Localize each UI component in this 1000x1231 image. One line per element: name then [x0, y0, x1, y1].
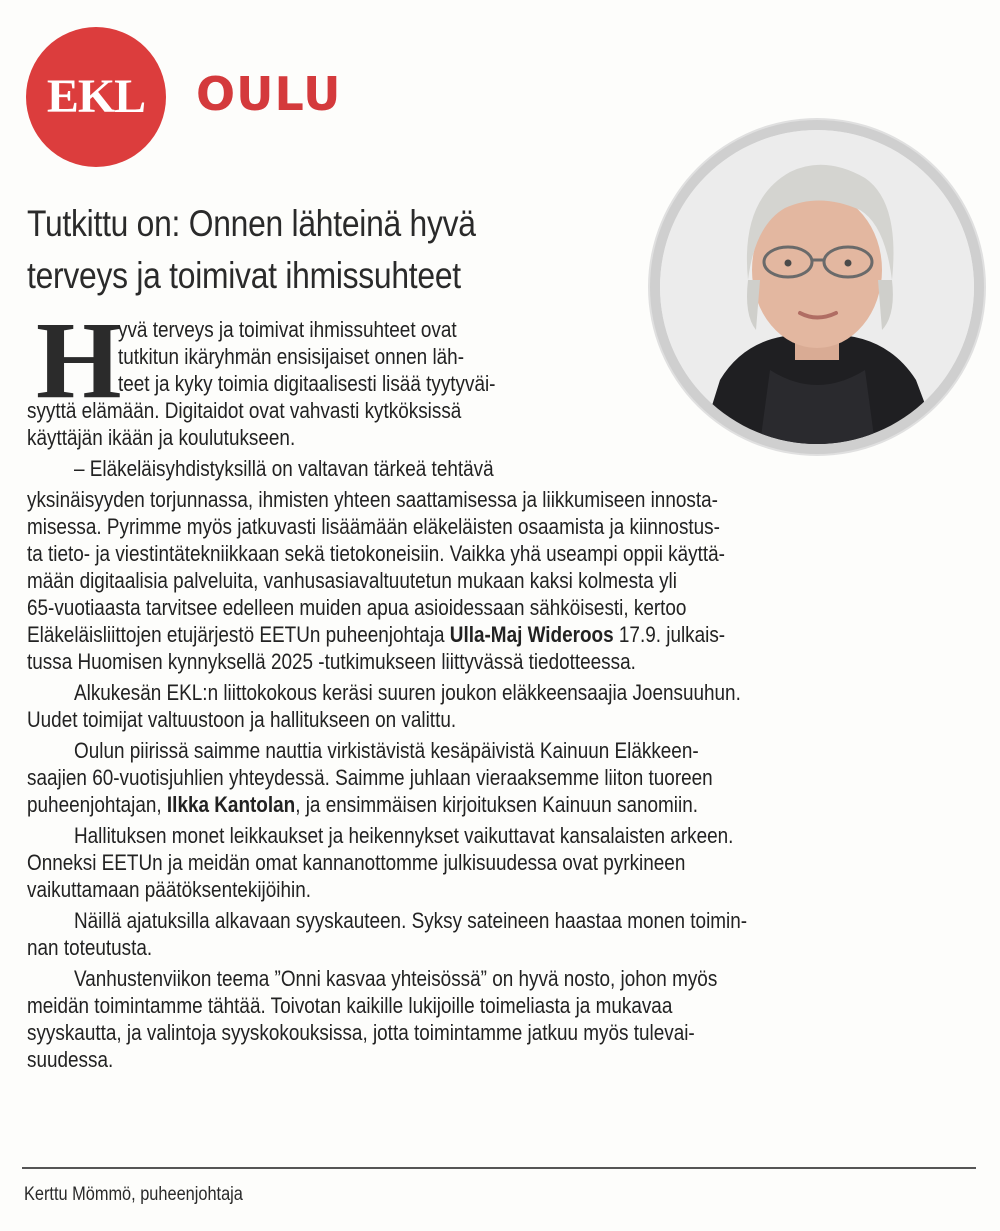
portrait-frame: [650, 120, 984, 454]
article-line: käyttäjän ikään ja koulutukseen.: [27, 425, 296, 450]
person-name: Ulla-Maj Wideroos: [449, 622, 614, 647]
article-line: mään digitaalisia palveluita, vanhusasiavaltuutetun mukaan kaksi kolmesta yli: [27, 568, 677, 593]
section-title: OULU: [196, 67, 342, 121]
article-line: nan toteutusta.: [27, 935, 153, 960]
ekl-logo-text: EKL: [46, 70, 146, 123]
drop-cap: H: [36, 299, 122, 421]
article-line: syyttä elämään. Digitaidot ovat vahvasti kytköksissä: [27, 398, 462, 423]
article-line-text: 17.9. julkais-: [613, 622, 726, 647]
article-line: yvä terveys ja toimivat ihmissuhteet ovat: [118, 317, 457, 342]
headline-line-2: terveys ja toimivat ihmissuhteet: [27, 255, 461, 296]
article-line: [27, 791, 698, 819]
article-line: syyskautta, ja valintoja syyskokouksissa, jotta toimintamme jatkuu myös tulevai-: [27, 1020, 695, 1045]
article-line-text: puheenjohtajan,: [27, 792, 167, 817]
article-line: Näillä ajatuksilla alkavaan syyskauteen. Syksy sateineen haastaa monen toimin-: [74, 908, 748, 933]
signature-divider: [22, 1167, 976, 1169]
article-line: tutkitun ikäryhmän ensisijaiset onnen läh-: [118, 344, 465, 369]
article-line: Onneksi EETUn ja meidän omat kannanottomme julkisuudessa ovat pyrkineen: [27, 850, 686, 875]
article-line: Alkukesän EKL:n liittokokous keräsi suuren joukon eläkkeensaajia Joensuuhun.: [74, 680, 741, 705]
article-line: [27, 621, 725, 649]
article-line-text: , ja ensimmäisen kirjoituksen Kainuun sanomiin.: [295, 792, 698, 817]
article-line: Hallituksen monet leikkaukset ja heikennykset vaikuttavat kansalaisten arkeen.: [74, 823, 734, 848]
article-line: Uudet toimijat valtuustoon ja hallitukseen on valittu.: [27, 707, 457, 732]
article-line: 65-vuotiaasta tarvitsee edelleen muiden apua asioidessaan sähköisesti, kertoo: [27, 595, 687, 620]
article-line: Oulun piirissä saimme nauttia virkistävistä kesäpäivistä Kainuun Eläkkeen-: [74, 738, 699, 763]
article-line: teet ja kyky toimia digitaalisesti lisää tyytyväi-: [118, 371, 496, 396]
article-line: meidän toimintamme tähtää. Toivotan kaikille lukijoille toimeliasta ja mukavaa: [27, 993, 673, 1018]
article-headline: [27, 198, 560, 302]
headline-line-1: Tutkittu on: Onnen lähteinä hyvä: [27, 203, 476, 244]
article-line: – Eläkeläisyhdistyksillä on valtavan tärkeä tehtävä: [74, 456, 494, 481]
author-portrait-photo: [660, 130, 974, 444]
article-line: yksinäisyyden torjunnassa, ihmisten yhteen saattamisessa ja liikkumiseen innosta-: [27, 487, 718, 512]
article-line: suudessa.: [27, 1047, 114, 1072]
article-line: ta tieto- ja viestintätekniikkaan sekä tietokoneisiin. Vaikka yhä useampi oppii käyttä-: [27, 541, 725, 566]
article-line: Vanhustenviikon teema ”Onni kasvaa yhteisössä” on hyvä nosto, johon myös: [74, 966, 718, 991]
person-name: Ilkka Kantolan: [166, 792, 296, 817]
article-line-text: Eläkeläisliittojen etujärjestö EETUn puheenjohtaja: [27, 622, 450, 647]
article-line: saajien 60-vuotisjuhlien yhteydessä. Saimme juhlaan vieraaksemme liiton tuoreen: [27, 765, 713, 790]
article-line: misessa. Pyrimme myös jatkuvasti lisäämään eläkeläisten osaamista ja kiinnostus-: [27, 514, 720, 539]
author-signature: Kerttu Mömmö, puheenjohtaja: [24, 1184, 243, 1205]
article-line: vaikuttamaan päätöksentekijöihin.: [27, 877, 311, 902]
article-line: tussa Huomisen kynnyksellä 2025 -tutkimukseen liittyvässä tiedotteessa.: [27, 649, 636, 674]
